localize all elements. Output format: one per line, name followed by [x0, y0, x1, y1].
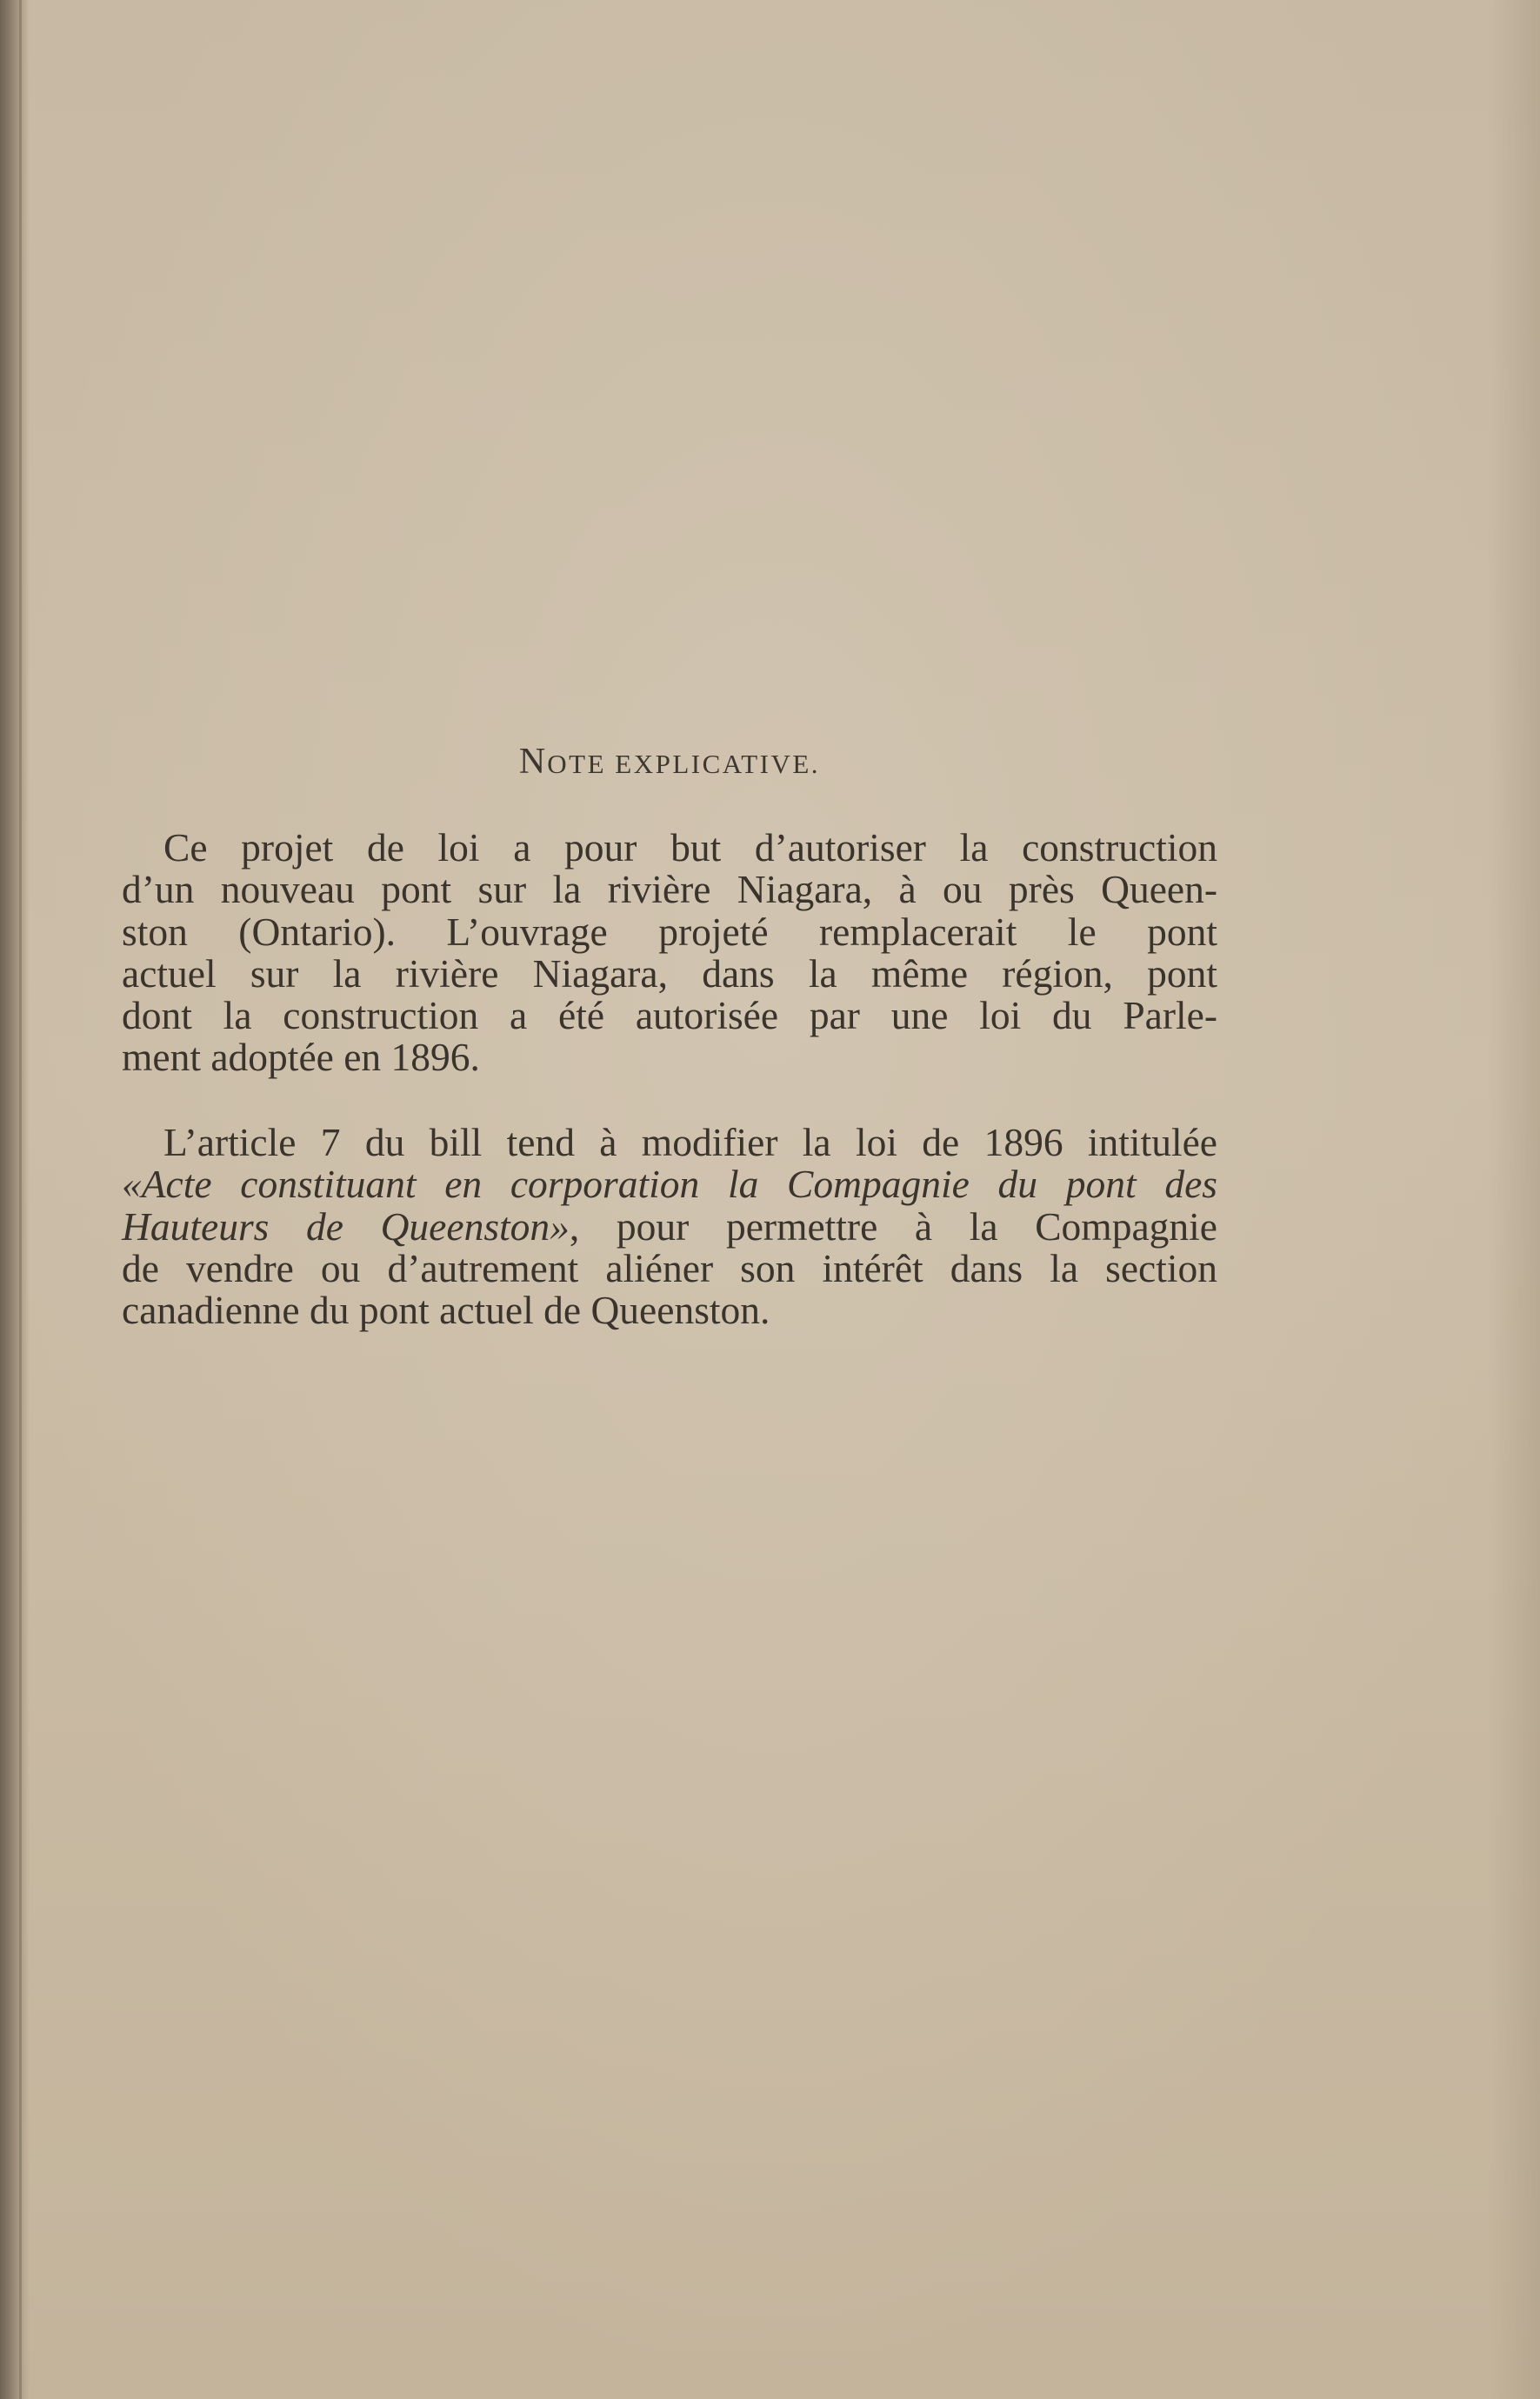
- paragraph-line: de vendre ou d’autrement aliéner son intérêt dans la section: [122, 1245, 1217, 1290]
- note-heading-rest: OTE EXPLICATIVE.: [547, 749, 821, 779]
- paragraph-line: dont la construction a été autorisée par une loi du Parle-: [122, 993, 1217, 1038]
- paragraph-line-tail: , pour permettre à la Compagnie: [569, 1203, 1217, 1249]
- page-binding-line: [19, 0, 22, 2399]
- page-binding-edge: [0, 0, 30, 2399]
- act-title-part-1: «Acte constituant en corporation la Compagnie du pont des: [122, 1162, 1217, 1207]
- paragraph-line: Ce projet de loi a pour but d’autoriser la construction: [163, 825, 1217, 870]
- paragraph-line: canadienne du pont actuel de Queenston.: [122, 1288, 770, 1333]
- paragraph-line: d’un nouveau pont sur la rivière Niagara, à ou près Queen-: [122, 867, 1217, 912]
- note-heading-initial: N: [518, 742, 548, 782]
- paragraph-article-7: [122, 1122, 1217, 1331]
- paragraph-line-italic: [122, 1163, 1217, 1205]
- paragraph-line: L’article 7 du bill tend à modifier la loi de 1896 intitulée: [163, 1120, 1217, 1164]
- paragraph-line: ston (Ontario). L’ouvrage projeté remplacerait le pont: [122, 909, 1217, 954]
- act-title-part-2: Hauteurs de Queenston»: [122, 1203, 570, 1249]
- paragraph-line: ment adoptée en 1896.: [122, 1035, 480, 1080]
- paragraph-line-mixed: [122, 1203, 1217, 1249]
- paragraph-line: actuel sur la rivière Niagara, dans la même région, pont: [122, 950, 1217, 996]
- note-heading: [122, 741, 1217, 783]
- page-right-shadow: [1488, 0, 1540, 2399]
- paragraph-purpose: [122, 827, 1217, 1079]
